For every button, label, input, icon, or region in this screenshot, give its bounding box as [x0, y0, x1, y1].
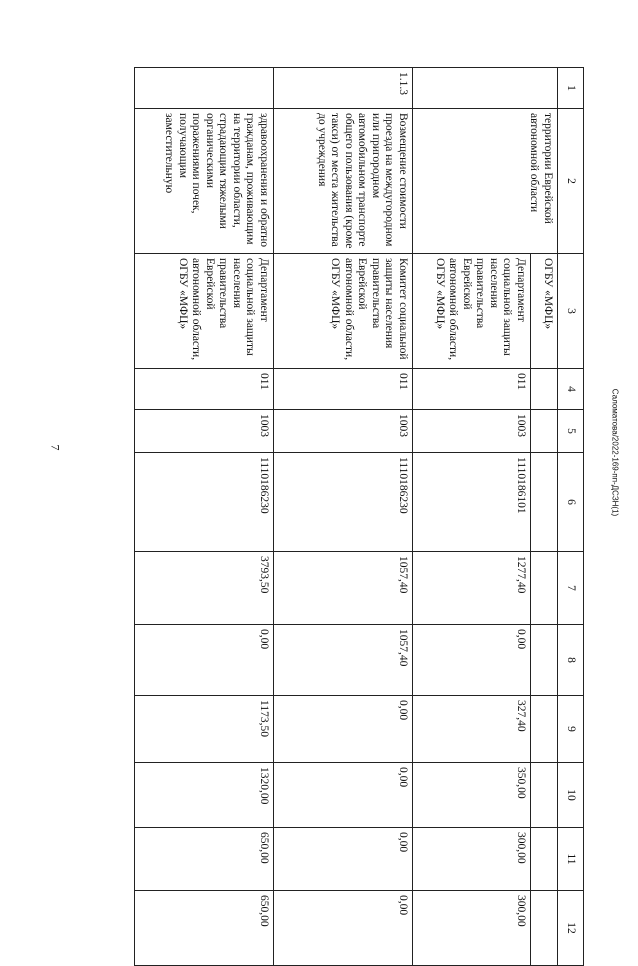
header-cell: 3: [558, 254, 584, 369]
header-cell: 5: [558, 410, 584, 453]
amount-cell: 0,00: [274, 891, 413, 966]
code-cell: [531, 369, 558, 410]
target-article-cell: 1110186230: [274, 453, 413, 552]
code-cell: 011: [135, 369, 274, 410]
header-cell: 12: [558, 891, 584, 966]
header-cell: 7: [558, 552, 584, 625]
amount-cell: 350,00: [413, 763, 531, 828]
section-cell: 1003: [135, 410, 274, 453]
target-article-cell: 1110186101: [413, 453, 531, 552]
amount-cell: 327,40: [413, 696, 531, 763]
amount-cell: 300,00: [413, 891, 531, 966]
amount-cell: 3793,50: [135, 552, 274, 625]
section-cell: [531, 410, 558, 453]
page-number: 7: [48, 444, 63, 451]
header-cell: 6: [558, 453, 584, 552]
item-number-cell: [413, 68, 558, 109]
item-number-cell: [135, 68, 274, 109]
header-cell: 4: [558, 369, 584, 410]
amount-cell: [531, 552, 558, 625]
amount-cell: 1057,40: [274, 552, 413, 625]
executor-cell: Департамент социальной защиты населения правительства Еврейской автономной области, ОГБУ «МФЦ»: [135, 254, 274, 369]
executor-cell: Комитет социальной защиты населения правительства Еврейской автономной области, ОГБУ «МФЦ»: [274, 254, 413, 369]
table-row: [274, 68, 413, 966]
header-cell: 11: [558, 828, 584, 891]
amount-cell: [531, 696, 558, 763]
executor-cell: ОГБУ «МФЦ»: [531, 254, 558, 369]
description-cell: Возмещение стоимости проезда на междугородном или пригородном автомобильном транспорте общего пользования (кроме такси) от места жительства до учреждения: [274, 109, 413, 254]
section-cell: 1003: [274, 410, 413, 453]
amount-cell: 1320,00: [135, 763, 274, 828]
amount-cell: [531, 625, 558, 696]
header-cell: 1: [558, 68, 584, 109]
amount-cell: 650,00: [135, 828, 274, 891]
code-cell: 011: [274, 369, 413, 410]
table-row: [531, 68, 558, 966]
amount-cell: 0,00: [135, 625, 274, 696]
target-article-cell: 1110186230: [135, 453, 274, 552]
header-cell: 2: [558, 109, 584, 254]
table-header-row: [558, 68, 584, 966]
budget-table: [134, 67, 584, 966]
amount-cell: [531, 763, 558, 828]
amount-cell: [531, 891, 558, 966]
description-cell: территории Еврейской автономной области: [413, 109, 558, 254]
amount-cell: 1057,40: [274, 625, 413, 696]
amount-cell: 0,00: [274, 828, 413, 891]
amount-cell: 650,00: [135, 891, 274, 966]
rotated-table-container: [74, 67, 584, 934]
amount-cell: [531, 828, 558, 891]
amount-cell: 0,00: [274, 696, 413, 763]
target-article-cell: [531, 453, 558, 552]
table-row: [135, 68, 274, 966]
amount-cell: 0,00: [274, 763, 413, 828]
item-number-cell: 1.1.3: [274, 68, 413, 109]
document-footer-code: Саломатова/2022-169-пп-ДСЗН(1): [610, 388, 620, 517]
amount-cell: 0,00: [413, 625, 531, 696]
amount-cell: 1277,40: [413, 552, 531, 625]
description-cell: здравоохранения и обратно гражданам, проживающим на территории области, страдающим тяжелыми органическими поражениями почек, получающим заместительную: [135, 109, 274, 254]
header-cell: 8: [558, 625, 584, 696]
code-cell: 011: [413, 369, 531, 410]
header-cell: 9: [558, 696, 584, 763]
section-cell: 1003: [413, 410, 531, 453]
amount-cell: 300,00: [413, 828, 531, 891]
amount-cell: 1173,50: [135, 696, 274, 763]
header-cell: 10: [558, 763, 584, 828]
executor-cell: Департамент социальной защиты населения правительства Еврейской автономной области, ОГБУ «МФЦ»: [413, 254, 531, 369]
